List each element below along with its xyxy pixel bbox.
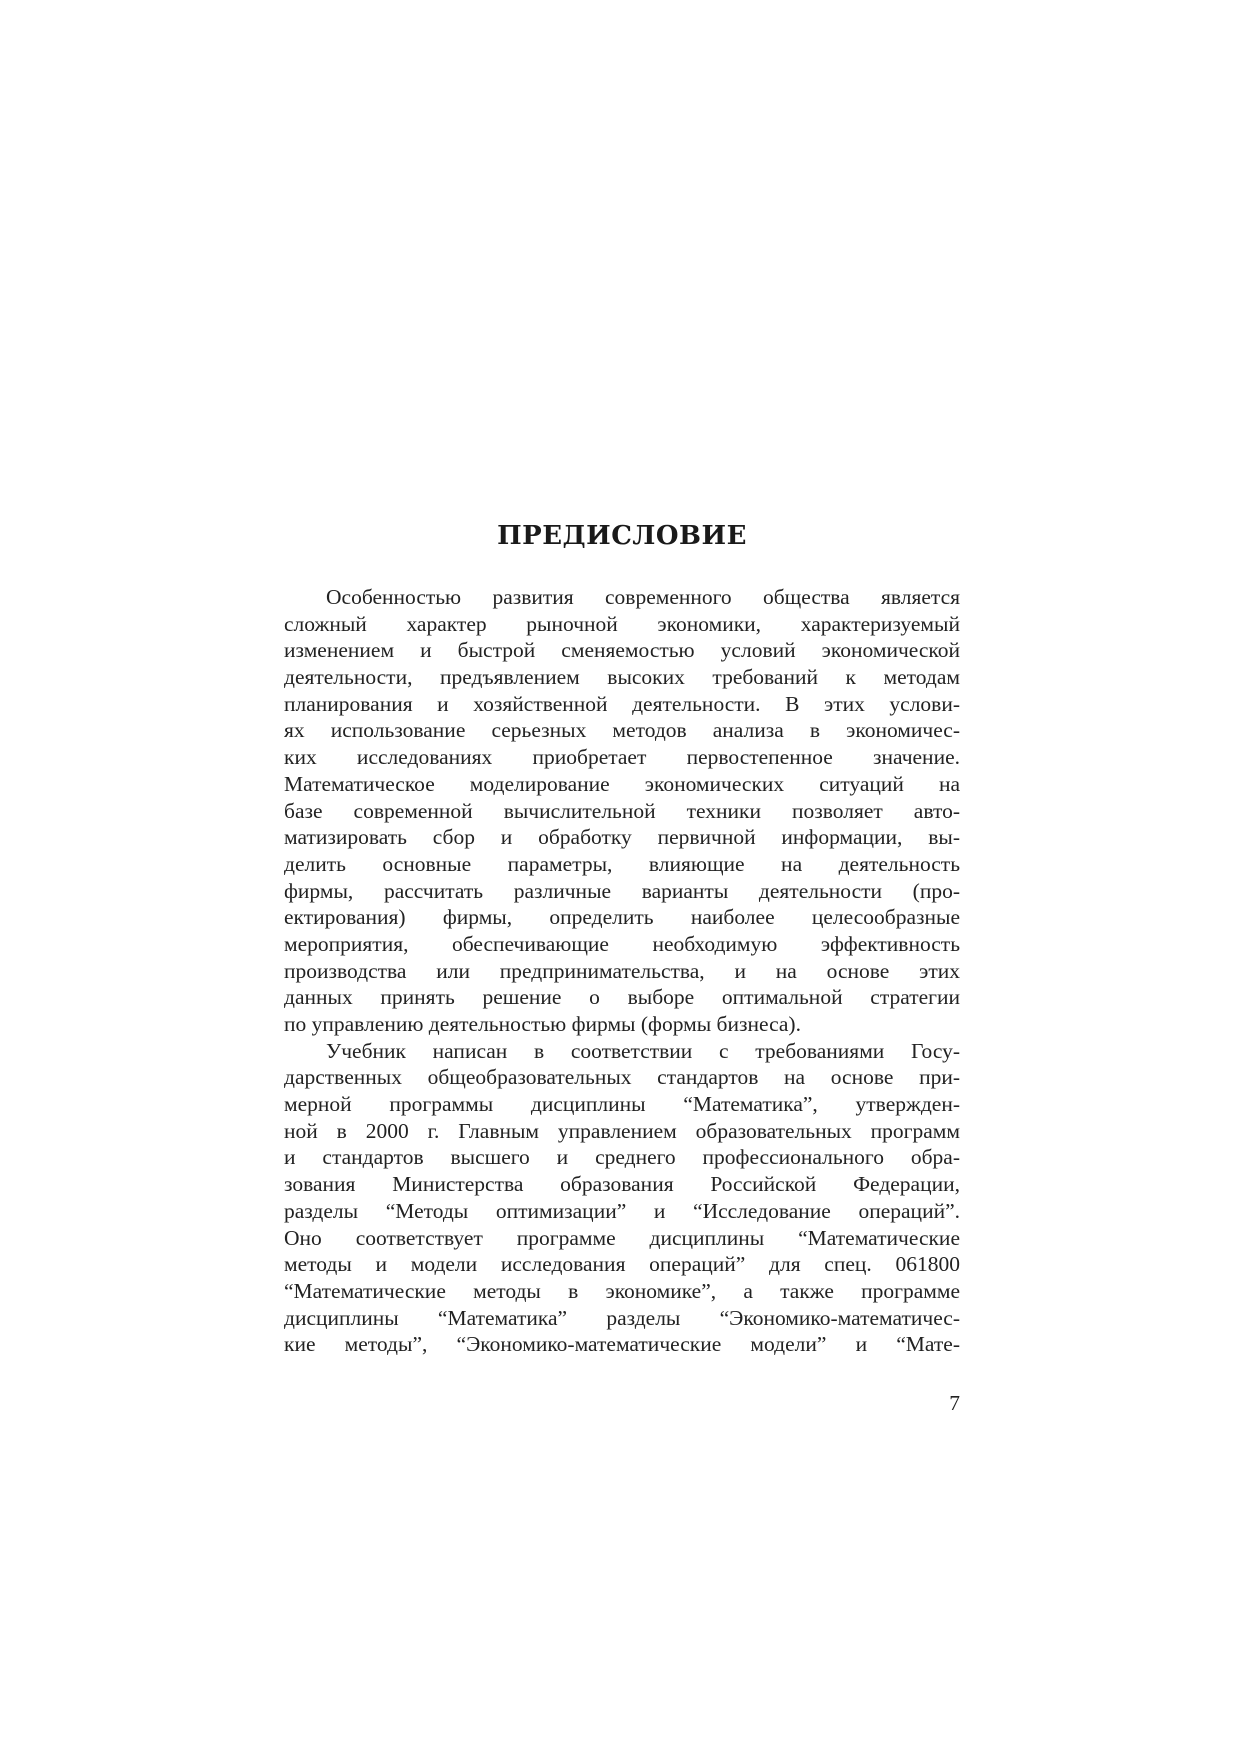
page-title: ПРЕДИСЛОВИЕ (497, 521, 747, 551)
text-line: деятельности, предъявлением высоких требований к методам (284, 665, 960, 690)
text-line: Оно соответствует программе дисциплины “Математические (284, 1225, 960, 1250)
text-line: производства или предпринимательства, и на основе этих (284, 958, 960, 983)
text-line: кие методы”, “Экономико-математические модели” и “Мате- (284, 1332, 960, 1357)
text-line: ких исследованиях приобретает первостепенное значение. (284, 745, 960, 770)
text-line: базе современной вычислительной техники позволяет авто- (284, 798, 960, 823)
text-line: по управлению деятельностью фирмы (формы бизнеса). (284, 1012, 801, 1036)
text-line: делить основные параметры, влияющие на деятельность (284, 851, 960, 876)
body-text (284, 584, 960, 1358)
page-number: 7 (949, 1391, 960, 1415)
text-line: ях использование серьезных методов анализа в экономичес- (284, 718, 960, 743)
text-line: матизировать сбор и обработку первичной информации, вы- (284, 825, 960, 850)
text-line: мероприятия, обеспечивающие необходимую эффективность (284, 931, 960, 956)
text-line: ектирования) фирмы, определить наиболее целесообразные (284, 905, 960, 930)
paragraph (284, 1038, 960, 1358)
text-line: “Математические методы в экономике”, а также программе (284, 1278, 960, 1303)
text-line: зования Министерства образования Российской Федерации, (284, 1172, 960, 1197)
text-line: мерной программы дисциплины “Математика”, утвержден- (284, 1092, 960, 1117)
text-line: фирмы, рассчитать различные варианты деятельности (про- (284, 878, 960, 903)
text-line: дарственных общеобразовательных стандартов на основе при- (284, 1065, 960, 1090)
text-line: разделы “Методы оптимизации” и “Исследование операций”. (284, 1198, 960, 1223)
text-line: сложный характер рыночной экономики, характеризуемый (284, 611, 960, 636)
text-line: данных принять решение о выборе оптимальной стратегии (284, 985, 960, 1010)
text-line: планирования и хозяйственной деятельности. В этих услови- (284, 691, 960, 716)
text-line: Особенностью развития современного общества является (326, 585, 960, 609)
text-line: ной в 2000 г. Главным управлением образовательных программ (284, 1118, 960, 1143)
paragraph (284, 584, 960, 1038)
text-line: и стандартов высшего и среднего профессионального обра- (284, 1145, 960, 1170)
text-line: дисциплины “Математика” разделы “Экономико-математичес- (284, 1305, 960, 1330)
text-line: Математическое моделирование экономических ситуаций на (284, 771, 960, 796)
text-line: изменением и быстрой сменяемостью условий экономической (284, 638, 960, 663)
text-line: методы и модели исследования операций” для спец. 061800 (284, 1252, 960, 1277)
text-line: Учебник написан в соответствии с требованиями Госу- (326, 1038, 960, 1063)
